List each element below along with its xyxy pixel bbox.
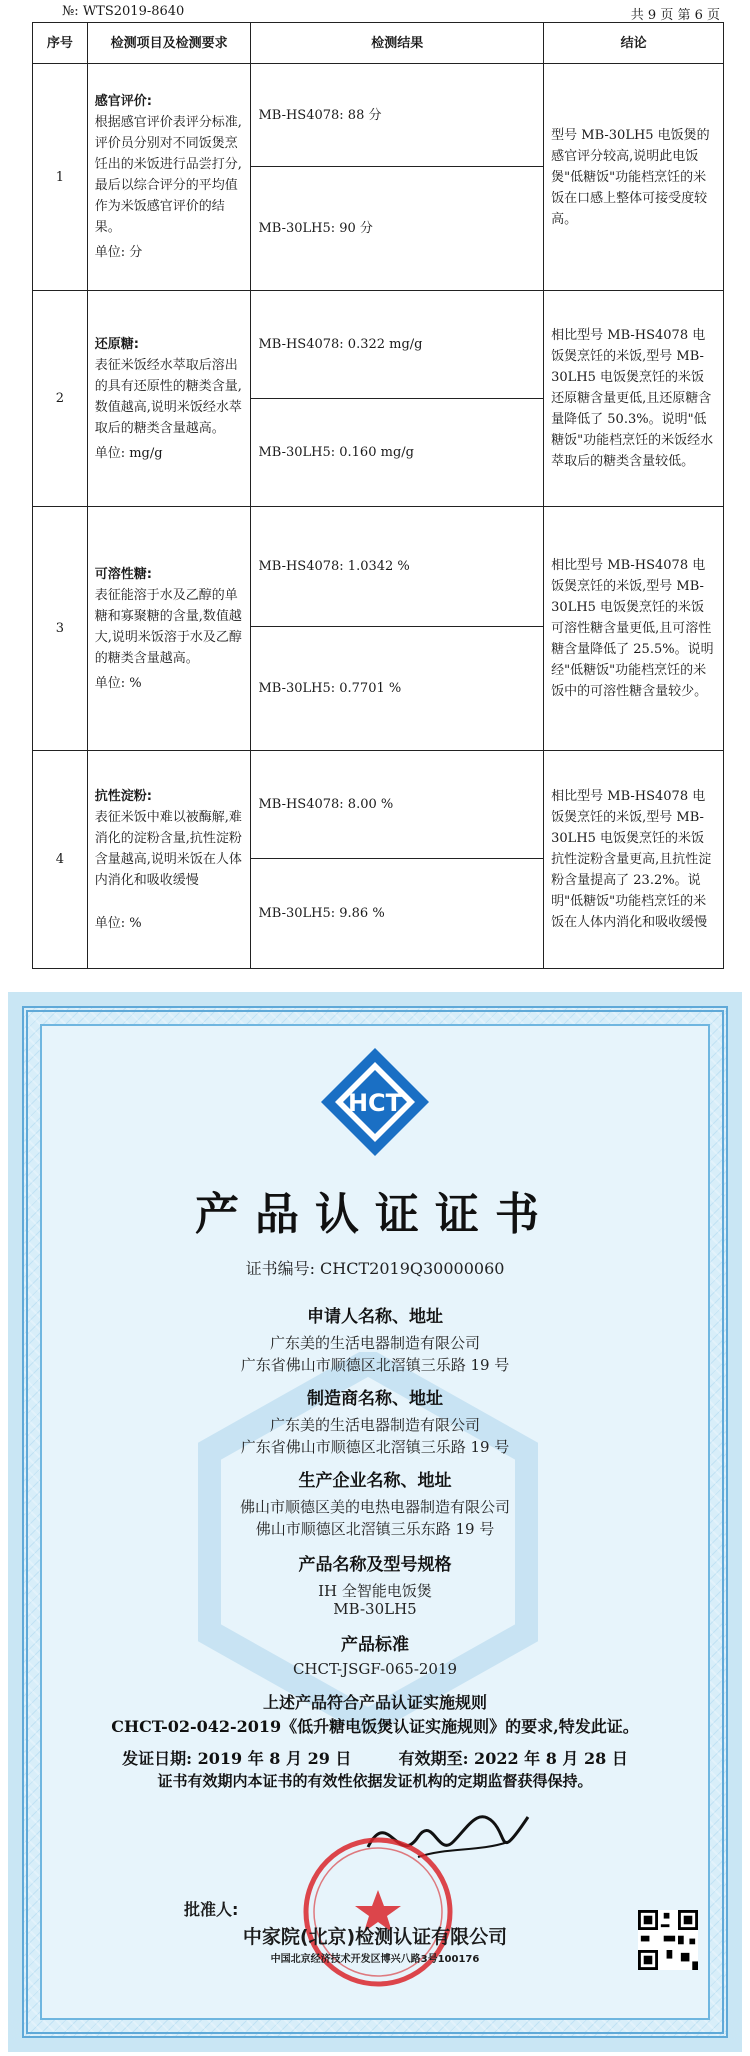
- test-item-unit: 单位: 分: [94, 245, 143, 260]
- col-header-result: 检测结果: [251, 23, 544, 64]
- applicant-heading: 申请人名称、地址: [307, 1307, 443, 1327]
- manufacturer-heading: 制造商名称、地址: [307, 1389, 443, 1409]
- product-standard: CHCT-JSGF-065-2019: [292, 1660, 458, 1678]
- test-item: [87, 64, 251, 291]
- test-item-unit: 单位: %: [94, 915, 142, 931]
- test-item-desc: 表征米饭经水萃取后溶出的具有还原性的糖类含量,数值越高,说明米饭经水萃取后的糖类含量越高。: [94, 357, 242, 436]
- conclusion: 相比型号 MB-HS4078 电饭煲烹饪的米饭,型号 MB-30LH5 电饭煲烹饪的米饭还原糖含量更低,且还原糖含量降低了 50.3%。说明"低糖饭"功能档烹饪的米饭经水萃取后的糖类含量较低。: [544, 291, 724, 507]
- test-item-title: 感官评价:: [94, 94, 152, 109]
- hct-logo-icon: [317, 1044, 433, 1160]
- test-item-unit: 单位: %: [94, 675, 142, 691]
- table-row: [33, 751, 724, 859]
- issuer-name: 中家院(北京)检测认证有限公司: [242, 1926, 508, 1948]
- conclusion: 型号 MB-30LH5 电饭煲的感官评分较高,说明此电饭煲"低糖饭"功能档烹饪的米饭在口感上整体可接受度较高。: [544, 64, 724, 291]
- test-item-title: 可溶性糖:: [94, 566, 152, 582]
- test-item-title: 抗性淀粉:: [94, 788, 152, 804]
- page-info: 共 9 页 第 6 页: [630, 8, 720, 23]
- logo-text: HCT: [347, 1089, 403, 1117]
- test-item: [87, 291, 251, 507]
- factory-address: 佛山市顺德区北滘镇三乐东路 19 号: [255, 1520, 495, 1538]
- conclusion: 相比型号 MB-HS4078 电饭煲烹饪的米饭,型号 MB-30LH5 电饭煲烹饪的米饭抗性淀粉含量更高,且抗性淀粉含量提高了 23.2%。说明"低糖饭"功能档烹饪的米饭在人体内消化和吸收缓慢: [544, 751, 724, 969]
- certificate: [8, 992, 742, 2052]
- report-number: №: WTS2019-8640: [62, 4, 185, 19]
- row-number: 1: [33, 64, 88, 291]
- table-row: [33, 291, 724, 399]
- conclusion: 相比型号 MB-HS4078 电饭煲烹饪的米饭,型号 MB-30LH5 电饭煲烹饪的米饭可溶性糖含量更低,且可溶性糖含量降低了 25.5%。说明经"低糖饭"功能档烹饪的米饭中的可溶性糖含量较少。: [544, 507, 724, 751]
- result-b: MB-30LH5: 0.7701 %: [251, 627, 544, 751]
- valid-until: 有效期至: 2022 年 8 月 28 日: [398, 1749, 628, 1768]
- report-header: [0, 2, 750, 22]
- issuer-address: 中国北京经济技术开发区博兴八路3号100176: [270, 1954, 480, 1965]
- product-heading: 产品名称及型号规格: [298, 1555, 452, 1575]
- product-model: MB-30LH5: [333, 1600, 417, 1618]
- result-b: MB-30LH5: 9.86 %: [251, 859, 544, 969]
- test-item-title: 还原糖:: [94, 336, 139, 352]
- result-a: MB-HS4078: 8.00 %: [251, 751, 544, 859]
- product-name: IH 全智能电饭煲: [318, 1582, 432, 1600]
- standard-heading: 产品标准: [341, 1635, 409, 1655]
- result-b: MB-30LH5: 0.160 mg/g: [251, 399, 544, 507]
- row-number: 4: [33, 751, 88, 969]
- certificate-title: 产品认证证书: [195, 1189, 555, 1240]
- approver-label: 批准人:: [184, 1900, 239, 1919]
- col-header-no: 序号: [33, 23, 88, 64]
- row-number: 2: [33, 291, 88, 507]
- test-item-desc: 表征米饭中难以被酶解,难消化的淀粉含量,抗性淀粉含量越高,说明米饭在人体内消化和吸收缓慢: [94, 809, 242, 888]
- result-b: MB-30LH5: 90 分: [251, 167, 544, 291]
- qr-code-icon: [638, 1910, 698, 1970]
- test-item-desc: 根据感官评价表评分标准,评价员分别对不同饭煲烹饪出的米饭进行品尝打分,最后以综合评分的平均值作为米饭感官评价的结果。: [94, 115, 242, 235]
- manufacturer-address: 广东省佛山市顺德区北滘镇三乐路 19 号: [240, 1438, 510, 1456]
- factory-heading: 生产企业名称、地址: [298, 1471, 452, 1491]
- result-a: MB-HS4078: 0.322 mg/g: [251, 291, 544, 399]
- result-a: MB-HS4078: 88 分: [251, 64, 544, 167]
- table-row: [33, 64, 724, 167]
- table-header-row: [33, 23, 724, 64]
- rule-statement: CHCT-02-042-2019《低升糖电饭煲认证实施规则》的要求,特发此证。: [111, 1717, 639, 1736]
- manufacturer-name: 广东美的生活电器制造有限公司: [269, 1416, 480, 1434]
- col-header-conclusion: 结论: [544, 23, 724, 64]
- official-seal-icon: [298, 1832, 458, 1992]
- conformity-statement: 上述产品符合产品认证实施规则: [262, 1693, 487, 1712]
- test-item: [87, 507, 251, 751]
- test-item-unit: 单位: mg/g: [94, 445, 163, 461]
- certificate-number: 证书编号: CHCT2019Q30000060: [245, 1259, 505, 1278]
- col-header-item: 检测项目及检测要求: [87, 23, 251, 64]
- factory-name: 佛山市顺德区美的电热电器制造有限公司: [239, 1498, 510, 1516]
- applicant-name: 广东美的生活电器制造有限公司: [269, 1334, 480, 1352]
- applicant-address: 广东省佛山市顺德区北滘镇三乐路 19 号: [240, 1356, 510, 1374]
- validity-note: 证书有效期内本证书的有效性依据发证机构的定期监督获得保持。: [157, 1772, 593, 1790]
- date-line: [8, 1746, 742, 1769]
- test-item: [87, 751, 251, 969]
- row-number: 3: [33, 507, 88, 751]
- result-a: MB-HS4078: 1.0342 %: [251, 507, 544, 627]
- issue-date: 发证日期: 2019 年 8 月 29 日: [122, 1749, 352, 1768]
- table-row: [33, 507, 724, 627]
- test-item-desc: 表征能溶于水及乙醇的单糖和寡聚糖的含量,数值越大,说明米饭溶于水及乙醇的糖类含量越高。: [94, 587, 242, 666]
- test-results-table: [32, 22, 724, 969]
